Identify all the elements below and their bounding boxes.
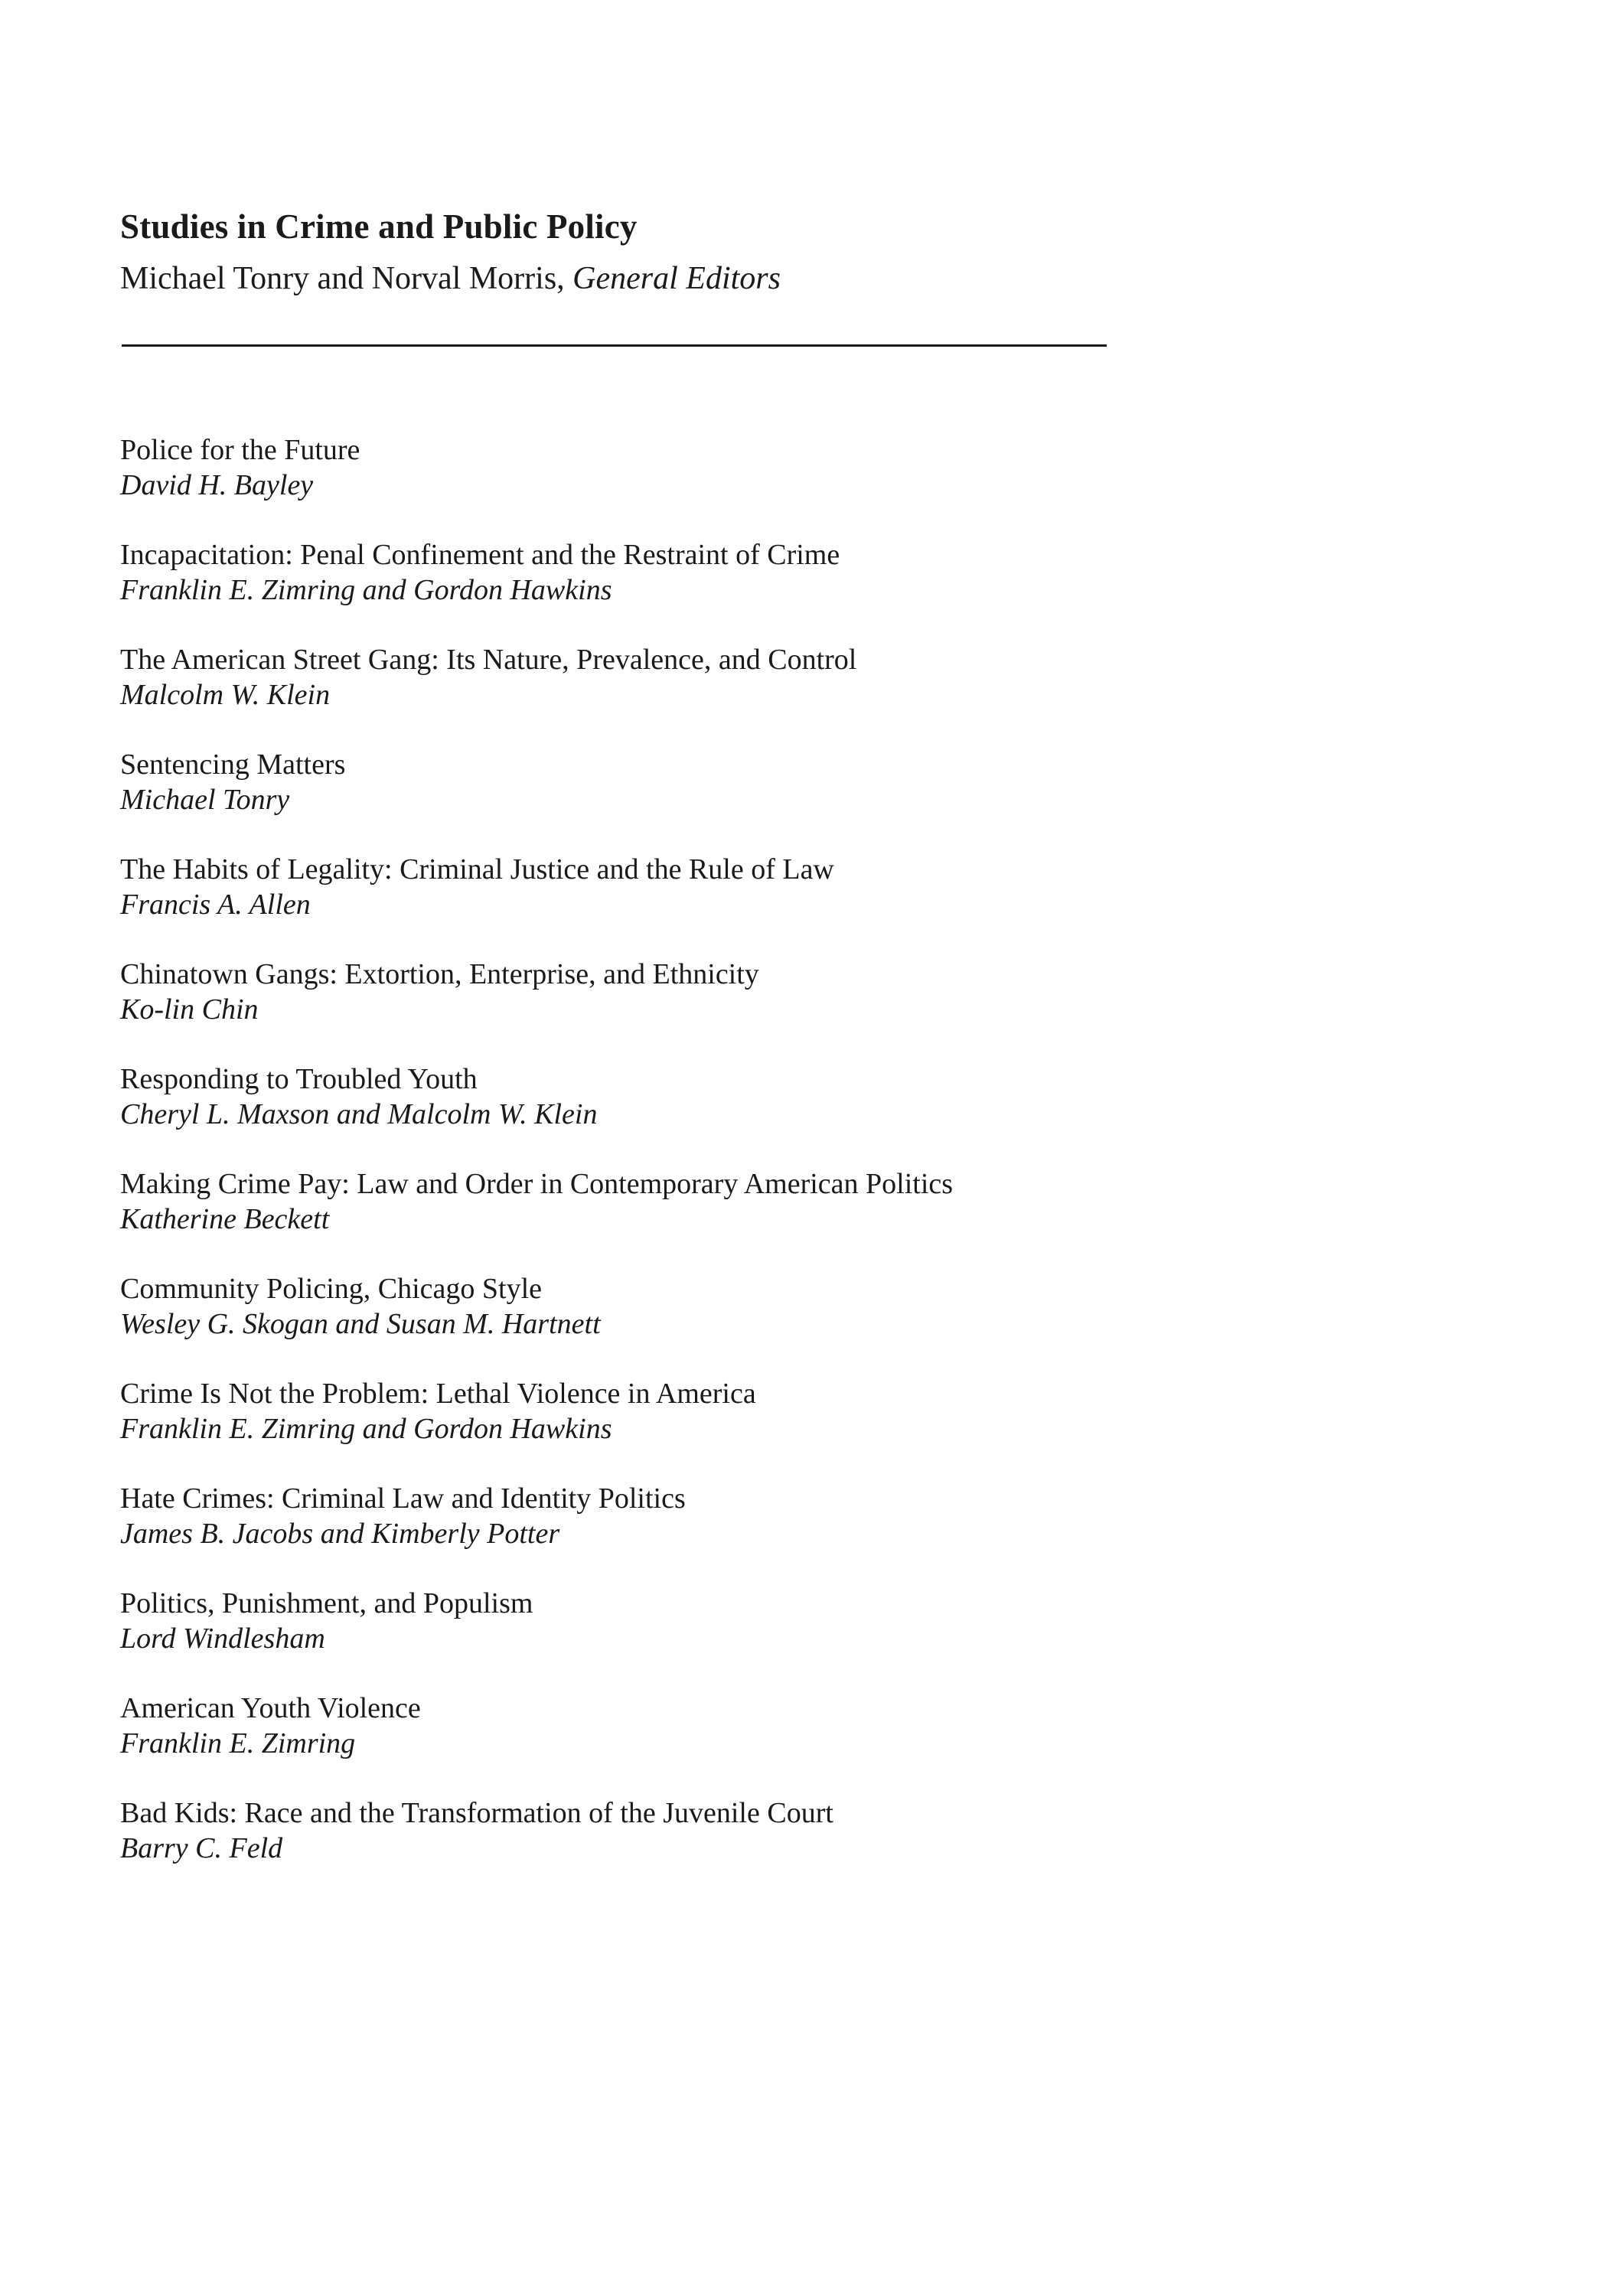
book-title: Bad Kids: Race and the Transformation of the Juvenile Court [120,1797,833,1829]
book-author: Franklin E. Zimring and Gordon Hawkins [120,574,612,606]
book-entry [120,1481,1421,1586]
book-author: Michael Tonry [120,784,290,816]
book-title: Sentencing Matters [120,748,346,781]
book-author: Franklin E. Zimring and Gordon Hawkins [120,1413,612,1445]
book-entry [120,747,1421,852]
book-entry [120,957,1421,1062]
book-author: Malcolm W. Klein [120,679,331,711]
book-author: James B. Jacobs and Kimberly Potter [120,1518,560,1550]
book-author: Katherine Beckett [120,1203,330,1235]
book-entry [120,1691,1421,1795]
book-author: Barry C. Feld [120,1832,283,1864]
book-author: Ko-lin Chin [120,993,259,1026]
book-author: Wesley G. Skogan and Susan M. Hartnett [120,1308,601,1340]
book-title: Making Crime Pay: Law and Order in Contemporary American Politics [120,1168,954,1200]
divider-rule [122,344,1107,347]
book-title: Incapacitation: Penal Confinement and the Restraint of Crime [120,539,840,571]
book-author: Lord Windlesham [120,1623,325,1655]
book-title: Crime Is Not the Problem: Lethal Violence in America [120,1378,756,1410]
series-editors [120,260,781,297]
book-title: The Habits of Legality: Criminal Justice and the Rule of Law [120,853,834,885]
book-entry [120,1062,1421,1166]
book-title: American Youth Violence [120,1692,421,1724]
series-title: Studies in Crime and Public Policy [120,207,638,246]
book-title: Hate Crimes: Criminal Law and Identity Politics [120,1482,686,1515]
book-entry [120,852,1421,957]
book-author: Francis A. Allen [120,889,311,921]
book-entry [120,1166,1421,1271]
book-title: Chinatown Gangs: Extortion, Enterprise, and Ethnicity [120,958,759,990]
book-author: Franklin E. Zimring [120,1727,356,1760]
book-entry [120,1586,1421,1691]
book-entry [120,1271,1421,1376]
book-author: David H. Bayley [120,469,314,501]
book-title: Police for the Future [120,434,360,466]
book-entry [120,642,1421,747]
editors-role: General Editors [572,261,781,296]
book-author: Cheryl L. Maxson and Malcolm W. Klein [120,1098,598,1130]
book-title: Politics, Punishment, and Populism [120,1587,533,1619]
book-entry [120,537,1421,642]
book-entry [120,1795,1421,1900]
book-entry [120,432,1421,537]
book-title: The American Street Gang: Its Nature, Prevalence, and Control [120,644,857,676]
book-entry [120,1376,1421,1481]
book-title: Responding to Troubled Youth [120,1063,478,1095]
book-title: Community Policing, Chicago Style [120,1273,542,1305]
editors-names: Michael Tonry and Norval Morris, [120,261,565,296]
book-list [120,432,1421,1900]
